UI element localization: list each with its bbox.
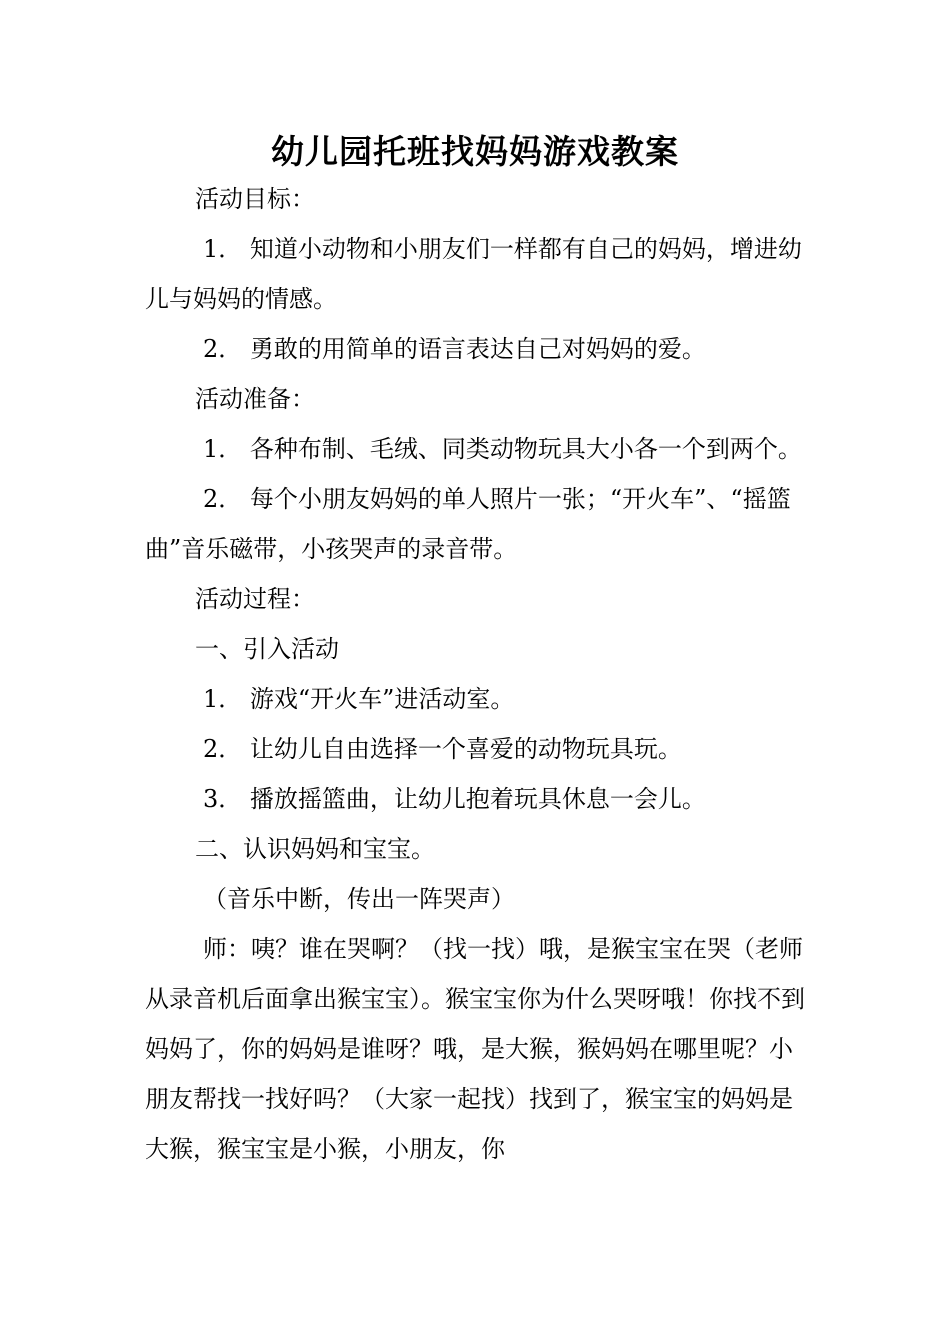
paragraph: 二、认识妈妈和宝宝。 xyxy=(195,835,435,863)
paragraph: （音乐中断，传出一阵哭声） xyxy=(203,885,515,913)
paragraph: 一、引入活动 xyxy=(195,635,339,663)
document-body xyxy=(145,174,807,1174)
paragraph: 1． 各种布制、毛绒、同类动物玩具大小各一个到两个。 xyxy=(203,435,802,463)
paragraph: 活动目标： xyxy=(195,185,315,213)
paragraph: 1． 知道小动物和小朋友们一样都有自己的妈妈，增进幼儿与妈妈的情感。 xyxy=(145,235,802,313)
document-title: 幼儿园托班找妈妈游戏教案 xyxy=(271,132,679,171)
paragraph: 2． 让幼儿自由选择一个喜爱的动物玩具玩。 xyxy=(203,735,682,763)
paragraph: 师：咦？谁在哭啊？（找一找）哦，是猴宝宝在哭（老师从录音机后面拿出猴宝宝）。猴宝宝你为什么哭呀哦！你找不到妈妈了，你的妈妈是谁呀？哦，是大猴，猴妈妈在哪里呢？小朋友帮找一找好吗？（大家一起找）找到了，猴宝宝的妈妈是大猴，猴宝宝是小猴，小朋友，你 xyxy=(145,935,805,1163)
paragraph: 活动准备： xyxy=(195,385,315,413)
paragraph: 2． 每个小朋友妈妈的单人照片一张；“开火车”、“摇篮曲”音乐磁带，小孩哭声的录音带。 xyxy=(145,485,791,563)
paragraph: 活动过程： xyxy=(195,585,315,613)
paragraph: 1． 游戏“开火车”进活动室。 xyxy=(203,685,515,713)
paragraph: 2． 勇敢的用简单的语言表达自己对妈妈的爱。 xyxy=(203,335,706,363)
paragraph: 3． 播放摇篮曲，让幼儿抱着玩具休息一会儿。 xyxy=(203,785,706,813)
